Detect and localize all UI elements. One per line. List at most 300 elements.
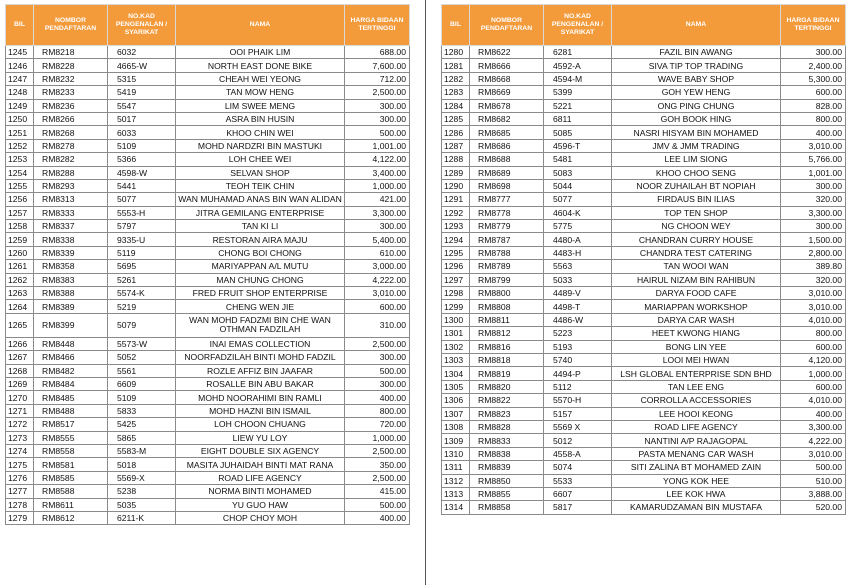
cell-bil: 1265 xyxy=(6,313,34,337)
cell-harga: 4,222.00 xyxy=(781,434,846,447)
table-row xyxy=(442,273,846,286)
cell-no-kad: 5481 xyxy=(544,153,612,166)
cell-nama: TAN KI LI xyxy=(176,220,345,233)
cell-harga: 415.00 xyxy=(345,485,410,498)
table-row xyxy=(442,461,846,474)
cell-harga: 2,800.00 xyxy=(781,246,846,259)
cell-no-kad: 5563 xyxy=(544,260,612,273)
cell-nama: WAN MUHAMAD ANAS BIN WAN ALIDAN xyxy=(176,193,345,206)
cell-no-kad: 5573-W xyxy=(108,337,176,350)
cell-no-kad: 5547 xyxy=(108,99,176,112)
cell-nombor-pendaftaran: RM8811 xyxy=(470,313,544,326)
table-row xyxy=(6,59,410,72)
table-header-row xyxy=(442,5,846,46)
cell-nombor-pendaftaran: RM8778 xyxy=(470,206,544,219)
cell-nama: SITI ZALINA BT MOHAMED ZAIN xyxy=(612,461,781,474)
table-row xyxy=(442,112,846,125)
table-body-right xyxy=(442,46,846,515)
cell-no-kad: 5817 xyxy=(544,501,612,514)
cell-nama: MARIAPPAN WORKSHOP xyxy=(612,300,781,313)
table-row xyxy=(442,179,846,192)
cell-nama: JITRA GEMILANG ENTERPRISE xyxy=(176,206,345,219)
cell-nombor-pendaftaran: RM8789 xyxy=(470,260,544,273)
table-row xyxy=(6,391,410,404)
cell-harga: 600.00 xyxy=(781,86,846,99)
cell-nama: ROZLE AFFIZ BIN JAAFAR xyxy=(176,364,345,377)
cell-bil: 1248 xyxy=(6,86,34,99)
cell-nama: YONG KOK HEE xyxy=(612,474,781,487)
cell-nama: LSH GLOBAL ENTERPRISE SDN BHD xyxy=(612,367,781,380)
cell-harga: 2,400.00 xyxy=(781,59,846,72)
right-table-panel xyxy=(441,4,845,515)
cell-nama: INAI EMAS COLLECTION xyxy=(176,337,345,350)
cell-harga: 800.00 xyxy=(781,112,846,125)
cell-no-kad: 6033 xyxy=(108,126,176,139)
cell-nama: NANTINI A/P RAJAGOPAL xyxy=(612,434,781,447)
cell-harga: 3,010.00 xyxy=(781,300,846,313)
cell-bil: 1271 xyxy=(6,404,34,417)
cell-nama: CORROLLA ACCESSORIES xyxy=(612,394,781,407)
cell-nombor-pendaftaran: RM8800 xyxy=(470,287,544,300)
cell-nombor-pendaftaran: RM8236 xyxy=(34,99,108,112)
cell-nombor-pendaftaran: RM8799 xyxy=(470,273,544,286)
cell-harga: 3,300.00 xyxy=(781,420,846,433)
cell-nombor-pendaftaran: RM8788 xyxy=(470,246,544,259)
cell-nama: WAVE BABY SHOP xyxy=(612,72,781,85)
cell-no-kad: 4665-W xyxy=(108,59,176,72)
cell-nama: ROAD LIFE AGENCY xyxy=(612,420,781,433)
bid-results-table-right xyxy=(441,4,846,515)
cell-nama: LIEW YU LOY xyxy=(176,431,345,444)
cell-harga: 520.00 xyxy=(781,501,846,514)
cell-nombor-pendaftaran: RM8698 xyxy=(470,179,544,192)
cell-harga: 5,766.00 xyxy=(781,153,846,166)
cell-bil: 1293 xyxy=(442,220,470,233)
cell-nombor-pendaftaran: RM8218 xyxy=(34,46,108,59)
cell-bil: 1305 xyxy=(442,380,470,393)
cell-nama: GOH BOOK HING xyxy=(612,112,781,125)
cell-bil: 1278 xyxy=(6,498,34,511)
cell-nombor-pendaftaran: RM8686 xyxy=(470,139,544,152)
cell-bil: 1307 xyxy=(442,407,470,420)
cell-bil: 1251 xyxy=(6,126,34,139)
cell-nombor-pendaftaran: RM8484 xyxy=(34,377,108,390)
cell-bil: 1313 xyxy=(442,487,470,500)
cell-no-kad: 5366 xyxy=(108,153,176,166)
table-row xyxy=(442,394,846,407)
table-row xyxy=(442,474,846,487)
table-row xyxy=(6,166,410,179)
cell-bil: 1250 xyxy=(6,112,34,125)
cell-nombor-pendaftaran: RM8558 xyxy=(34,444,108,457)
cell-nombor-pendaftaran: RM8818 xyxy=(470,353,544,366)
table-row xyxy=(442,46,846,59)
cell-no-kad: 5570-H xyxy=(544,394,612,407)
cell-no-kad: 5315 xyxy=(108,72,176,85)
cell-harga: 4,222.00 xyxy=(345,273,410,286)
table-row xyxy=(6,444,410,457)
cell-nama: HAIRUL NIZAM BIN RAHIBUN xyxy=(612,273,781,286)
cell-nombor-pendaftaran: RM8808 xyxy=(470,300,544,313)
cell-bil: 1284 xyxy=(442,99,470,112)
cell-bil: 1257 xyxy=(6,206,34,219)
cell-bil: 1267 xyxy=(6,351,34,364)
cell-harga: 7,600.00 xyxy=(345,59,410,72)
cell-bil: 1291 xyxy=(442,193,470,206)
table-row xyxy=(6,179,410,192)
table-row xyxy=(442,166,846,179)
header-bil: BIL xyxy=(442,5,470,46)
cell-no-kad: 9335-U xyxy=(108,233,176,246)
header-nama: NAMA xyxy=(612,5,781,46)
cell-nama: HEET KWONG HIANG xyxy=(612,327,781,340)
cell-no-kad: 4558-A xyxy=(544,447,612,460)
cell-no-kad: 5425 xyxy=(108,418,176,431)
cell-no-kad: 5083 xyxy=(544,166,612,179)
cell-nombor-pendaftaran: RM8850 xyxy=(470,474,544,487)
cell-harga: 3,010.00 xyxy=(781,287,846,300)
cell-nama: ROAD LIFE AGENCY xyxy=(176,471,345,484)
cell-harga: 1,000.00 xyxy=(781,367,846,380)
cell-harga: 4,120.00 xyxy=(781,353,846,366)
cell-bil: 1300 xyxy=(442,313,470,326)
table-row xyxy=(442,86,846,99)
cell-harga: 1,000.00 xyxy=(345,431,410,444)
cell-nama: FAZIL BIN AWANG xyxy=(612,46,781,59)
cell-harga: 3,000.00 xyxy=(345,260,410,273)
table-row xyxy=(442,139,846,152)
cell-nama: LOH CHEE WEI xyxy=(176,153,345,166)
cell-no-kad: 5109 xyxy=(108,391,176,404)
cell-no-kad: 6607 xyxy=(544,487,612,500)
table-row xyxy=(442,340,846,353)
cell-nama: WAN MOHD FADZMI BIN CHE WAN OTHMAN FADZILAH xyxy=(176,313,345,337)
table-row xyxy=(442,313,846,326)
cell-nama: EIGHT DOUBLE SIX AGENCY xyxy=(176,444,345,457)
header-harga: HARGA BIDAAN TERTINGGI xyxy=(781,5,846,46)
cell-bil: 1279 xyxy=(6,511,34,524)
cell-bil: 1273 xyxy=(6,431,34,444)
cell-harga: 1,000.00 xyxy=(345,179,410,192)
table-row xyxy=(6,377,410,390)
cell-bil: 1281 xyxy=(442,59,470,72)
cell-nama: LEE HOOI KEONG xyxy=(612,407,781,420)
header-nombor-pendaftaran: NOMBOR PENDAFTARAN xyxy=(34,5,108,46)
cell-no-kad: 5077 xyxy=(108,193,176,206)
cell-harga: 510.00 xyxy=(781,474,846,487)
table-row xyxy=(6,364,410,377)
cell-nama: TAN MOW HENG xyxy=(176,86,345,99)
cell-nama: TAN WOOI WAN xyxy=(612,260,781,273)
cell-nama: TOP TEN SHOP xyxy=(612,206,781,219)
cell-bil: 1297 xyxy=(442,273,470,286)
cell-no-kad: 5561 xyxy=(108,364,176,377)
table-row xyxy=(6,313,410,337)
cell-no-kad: 5797 xyxy=(108,220,176,233)
cell-no-kad: 6281 xyxy=(544,46,612,59)
cell-bil: 1269 xyxy=(6,377,34,390)
cell-nombor-pendaftaran: RM8787 xyxy=(470,233,544,246)
table-row xyxy=(442,126,846,139)
table-row xyxy=(442,420,846,433)
cell-nama: SIVA TIP TOP TRADING xyxy=(612,59,781,72)
table-row xyxy=(442,153,846,166)
cell-no-kad: 6609 xyxy=(108,377,176,390)
cell-bil: 1299 xyxy=(442,300,470,313)
cell-nama: YU GUO HAW xyxy=(176,498,345,511)
table-row xyxy=(6,404,410,417)
cell-harga: 5,300.00 xyxy=(781,72,846,85)
cell-no-kad: 4596-T xyxy=(544,139,612,152)
cell-nombor-pendaftaran: RM8389 xyxy=(34,300,108,313)
cell-bil: 1282 xyxy=(442,72,470,85)
cell-no-kad: 5193 xyxy=(544,340,612,353)
table-header-row xyxy=(6,5,410,46)
cell-no-kad: 4604-K xyxy=(544,206,612,219)
cell-nombor-pendaftaran: RM8581 xyxy=(34,458,108,471)
cell-bil: 1261 xyxy=(6,260,34,273)
cell-no-kad: 5419 xyxy=(108,86,176,99)
header-nombor-pendaftaran: NOMBOR PENDAFTARAN xyxy=(470,5,544,46)
table-row xyxy=(6,126,410,139)
cell-nama: CHOP CHOY MOH xyxy=(176,511,345,524)
cell-nombor-pendaftaran: RM8388 xyxy=(34,287,108,300)
table-row xyxy=(6,418,410,431)
cell-bil: 1314 xyxy=(442,501,470,514)
cell-no-kad: 4494-P xyxy=(544,367,612,380)
cell-nama: MOHD HAZNI BIN ISMAIL xyxy=(176,404,345,417)
cell-harga: 3,300.00 xyxy=(345,206,410,219)
cell-nombor-pendaftaran: RM8669 xyxy=(470,86,544,99)
cell-nama: JMV & JMM TRADING xyxy=(612,139,781,152)
cell-nama: KHOO CHOO SENG xyxy=(612,166,781,179)
cell-no-kad: 5261 xyxy=(108,273,176,286)
cell-bil: 1264 xyxy=(6,300,34,313)
cell-nama: NOOR ZUHAILAH BT NOPIAH xyxy=(612,179,781,192)
cell-bil: 1262 xyxy=(6,273,34,286)
cell-nama: MASITA JUHAIDAH BINTI MAT RANA xyxy=(176,458,345,471)
table-row xyxy=(6,458,410,471)
cell-bil: 1253 xyxy=(6,153,34,166)
table-row xyxy=(6,139,410,152)
cell-no-kad: 5574-K xyxy=(108,287,176,300)
cell-nama: ASRA BIN HUSIN xyxy=(176,112,345,125)
cell-bil: 1280 xyxy=(442,46,470,59)
cell-no-kad: 5119 xyxy=(108,246,176,259)
cell-nama: LEE LIM SIONG xyxy=(612,153,781,166)
cell-harga: 828.00 xyxy=(781,99,846,112)
cell-nama: NORTH EAST DONE BIKE xyxy=(176,59,345,72)
cell-no-kad: 5012 xyxy=(544,434,612,447)
table-row xyxy=(442,367,846,380)
cell-nombor-pendaftaran: RM8466 xyxy=(34,351,108,364)
cell-bil: 1301 xyxy=(442,327,470,340)
cell-bil: 1274 xyxy=(6,444,34,457)
cell-harga: 3,010.00 xyxy=(345,287,410,300)
cell-harga: 421.00 xyxy=(345,193,410,206)
cell-bil: 1290 xyxy=(442,179,470,192)
table-row xyxy=(6,206,410,219)
cell-nombor-pendaftaran: RM8333 xyxy=(34,206,108,219)
cell-bil: 1292 xyxy=(442,206,470,219)
cell-nombor-pendaftaran: RM8358 xyxy=(34,260,108,273)
cell-bil: 1283 xyxy=(442,86,470,99)
cell-nombor-pendaftaran: RM8612 xyxy=(34,511,108,524)
cell-nombor-pendaftaran: RM8812 xyxy=(470,327,544,340)
cell-no-kad: 5044 xyxy=(544,179,612,192)
cell-nombor-pendaftaran: RM8399 xyxy=(34,313,108,337)
table-row xyxy=(442,327,846,340)
table-row xyxy=(442,501,846,514)
cell-harga: 350.00 xyxy=(345,458,410,471)
cell-nombor-pendaftaran: RM8820 xyxy=(470,380,544,393)
cell-nama: MARIYAPPAN A/L MUTU xyxy=(176,260,345,273)
cell-nombor-pendaftaran: RM8482 xyxy=(34,364,108,377)
table-row xyxy=(442,206,846,219)
table-row xyxy=(442,447,846,460)
table-row xyxy=(6,233,410,246)
cell-bil: 1306 xyxy=(442,394,470,407)
cell-bil: 1298 xyxy=(442,287,470,300)
cell-nombor-pendaftaran: RM8777 xyxy=(470,193,544,206)
table-row xyxy=(6,287,410,300)
cell-nama: FIRDAUS BIN ILIAS xyxy=(612,193,781,206)
cell-harga: 4,010.00 xyxy=(781,313,846,326)
cell-no-kad: 5399 xyxy=(544,86,612,99)
cell-nama: TEOH TEIK CHIN xyxy=(176,179,345,192)
cell-harga: 300.00 xyxy=(781,46,846,59)
cell-nama: TAN LEE ENG xyxy=(612,380,781,393)
cell-nombor-pendaftaran: RM8448 xyxy=(34,337,108,350)
table-row xyxy=(442,287,846,300)
cell-harga: 600.00 xyxy=(781,340,846,353)
table-row xyxy=(442,246,846,259)
cell-nombor-pendaftaran: RM8278 xyxy=(34,139,108,152)
table-row xyxy=(442,59,846,72)
cell-harga: 400.00 xyxy=(345,391,410,404)
cell-bil: 1289 xyxy=(442,166,470,179)
cell-harga: 1,001.00 xyxy=(345,139,410,152)
cell-harga: 300.00 xyxy=(345,220,410,233)
page-divider xyxy=(425,0,426,585)
left-table-panel xyxy=(5,4,409,525)
cell-no-kad: 4598-W xyxy=(108,166,176,179)
cell-harga: 3,888.00 xyxy=(781,487,846,500)
cell-nama: KHOO CHIN WEI xyxy=(176,126,345,139)
cell-nombor-pendaftaran: RM8588 xyxy=(34,485,108,498)
cell-harga: 1,500.00 xyxy=(781,233,846,246)
cell-bil: 1310 xyxy=(442,447,470,460)
cell-no-kad: 6811 xyxy=(544,112,612,125)
cell-bil: 1270 xyxy=(6,391,34,404)
header-nama: NAMA xyxy=(176,5,345,46)
header-no-kad: NO.KAD PENGENALAN / SYARIKAT xyxy=(544,5,612,46)
cell-no-kad: 4480-A xyxy=(544,233,612,246)
table-row xyxy=(6,99,410,112)
bid-results-table-left xyxy=(5,4,410,525)
cell-nombor-pendaftaran: RM8668 xyxy=(470,72,544,85)
cell-no-kad: 5833 xyxy=(108,404,176,417)
cell-nama: GOH YEW HENG xyxy=(612,86,781,99)
table-row xyxy=(6,46,410,59)
cell-no-kad: 6032 xyxy=(108,46,176,59)
cell-nombor-pendaftaran: RM8666 xyxy=(470,59,544,72)
cell-no-kad: 5109 xyxy=(108,139,176,152)
cell-bil: 1256 xyxy=(6,193,34,206)
cell-bil: 1296 xyxy=(442,260,470,273)
table-row xyxy=(6,260,410,273)
cell-nombor-pendaftaran: RM8232 xyxy=(34,72,108,85)
cell-nombor-pendaftaran: RM8555 xyxy=(34,431,108,444)
cell-bil: 1254 xyxy=(6,166,34,179)
cell-bil: 1304 xyxy=(442,367,470,380)
cell-harga: 800.00 xyxy=(781,327,846,340)
cell-bil: 1246 xyxy=(6,59,34,72)
table-row xyxy=(6,337,410,350)
cell-nombor-pendaftaran: RM8833 xyxy=(470,434,544,447)
cell-no-kad: 4486-W xyxy=(544,313,612,326)
cell-bil: 1275 xyxy=(6,458,34,471)
cell-bil: 1294 xyxy=(442,233,470,246)
cell-bil: 1277 xyxy=(6,485,34,498)
cell-harga: 720.00 xyxy=(345,418,410,431)
cell-nama: NASRI HISYAM BIN MOHAMED xyxy=(612,126,781,139)
cell-nama: BONG LIN YEE xyxy=(612,340,781,353)
cell-no-kad: 4483-H xyxy=(544,246,612,259)
cell-bil: 1247 xyxy=(6,72,34,85)
table-row xyxy=(6,485,410,498)
cell-no-kad: 5553-H xyxy=(108,206,176,219)
cell-no-kad: 4594-M xyxy=(544,72,612,85)
cell-no-kad: 6211-K xyxy=(108,511,176,524)
cell-no-kad: 5775 xyxy=(544,220,612,233)
cell-bil: 1259 xyxy=(6,233,34,246)
cell-harga: 688.00 xyxy=(345,46,410,59)
table-row xyxy=(6,86,410,99)
cell-bil: 1312 xyxy=(442,474,470,487)
cell-harga: 2,500.00 xyxy=(345,86,410,99)
cell-nombor-pendaftaran: RM8233 xyxy=(34,86,108,99)
cell-bil: 1276 xyxy=(6,471,34,484)
cell-harga: 500.00 xyxy=(345,126,410,139)
cell-nama: DARYA CAR WASH xyxy=(612,313,781,326)
cell-nama: NORMA BINTI MOHAMED xyxy=(176,485,345,498)
cell-harga: 389.80 xyxy=(781,260,846,273)
cell-no-kad: 5533 xyxy=(544,474,612,487)
cell-bil: 1263 xyxy=(6,287,34,300)
cell-nombor-pendaftaran: RM8682 xyxy=(470,112,544,125)
table-row xyxy=(6,112,410,125)
cell-nombor-pendaftaran: RM8228 xyxy=(34,59,108,72)
cell-harga: 500.00 xyxy=(781,461,846,474)
cell-nama: LOH CHOON CHUANG xyxy=(176,418,345,431)
cell-harga: 2,500.00 xyxy=(345,444,410,457)
cell-nombor-pendaftaran: RM8779 xyxy=(470,220,544,233)
cell-no-kad: 5740 xyxy=(544,353,612,366)
cell-harga: 1,001.00 xyxy=(781,166,846,179)
cell-no-kad: 5017 xyxy=(108,112,176,125)
table-row xyxy=(442,487,846,500)
table-row xyxy=(442,434,846,447)
cell-no-kad: 5223 xyxy=(544,327,612,340)
cell-no-kad: 4489-V xyxy=(544,287,612,300)
cell-nombor-pendaftaran: RM8288 xyxy=(34,166,108,179)
cell-nombor-pendaftaran: RM8822 xyxy=(470,394,544,407)
cell-harga: 300.00 xyxy=(781,220,846,233)
cell-harga: 800.00 xyxy=(345,404,410,417)
table-row xyxy=(442,300,846,313)
cell-bil: 1268 xyxy=(6,364,34,377)
